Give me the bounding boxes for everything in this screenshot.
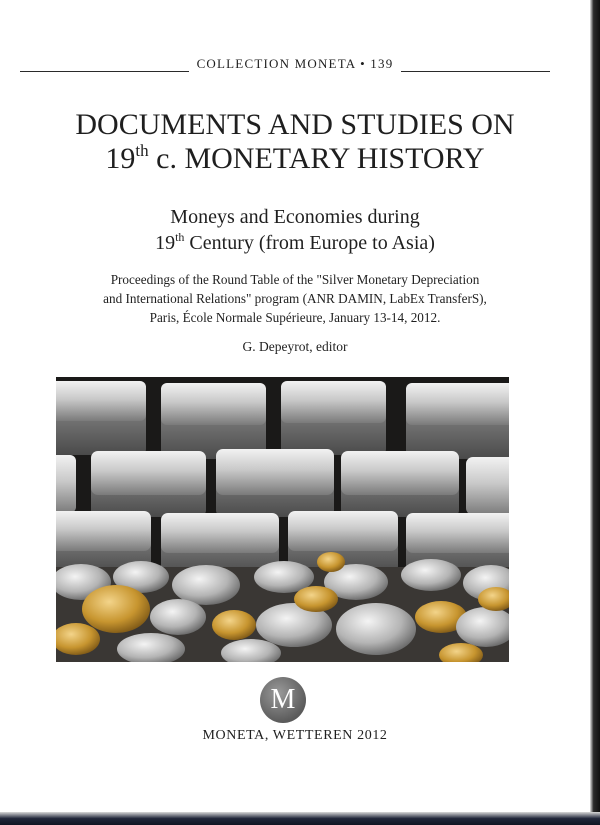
collection-label: COLLECTION MONETA • 139 — [189, 56, 402, 72]
title-line-2-rest: c. MONETARY HISTORY — [148, 142, 485, 175]
book-subtitle — [0, 204, 590, 256]
title-line-1: DOCUMENTS AND STUDIES ON — [75, 108, 515, 141]
subtitle-line-2-rest: Century (from Europe to Asia) — [184, 232, 435, 254]
proceedings-line-2: and International Relations" program (ANR DAMIN, LabEx TransferS), — [103, 291, 487, 306]
subtitle-line-2-suffix: th — [175, 230, 185, 244]
proceedings-text — [0, 270, 590, 327]
publisher-imprint: MONETA, WETTEREN 2012 — [202, 728, 388, 743]
proceedings-line-3: Paris, École Normale Supérieure, January 13-14, 2012. — [149, 310, 441, 325]
editor-credit: G. Depeyrot, editor — [242, 339, 348, 354]
collection-header — [0, 56, 590, 72]
proceedings-line-1: Proceedings of the Round Table of the "Silver Monetary Depreciation — [110, 272, 480, 287]
book-right-edge — [590, 0, 600, 825]
title-line-2-number: 19 — [105, 142, 136, 175]
book-bottom-edge — [0, 812, 600, 825]
cover-photo — [56, 377, 509, 662]
subtitle-line-2-number: 19 — [155, 232, 176, 254]
moneta-logo: M — [260, 677, 306, 723]
subtitle-line-1: Moneys and Economies during — [170, 206, 420, 228]
title-line-2-suffix: th — [135, 141, 149, 160]
book-title — [0, 108, 590, 176]
silver-ingots-and-coins-illustration — [56, 377, 509, 662]
